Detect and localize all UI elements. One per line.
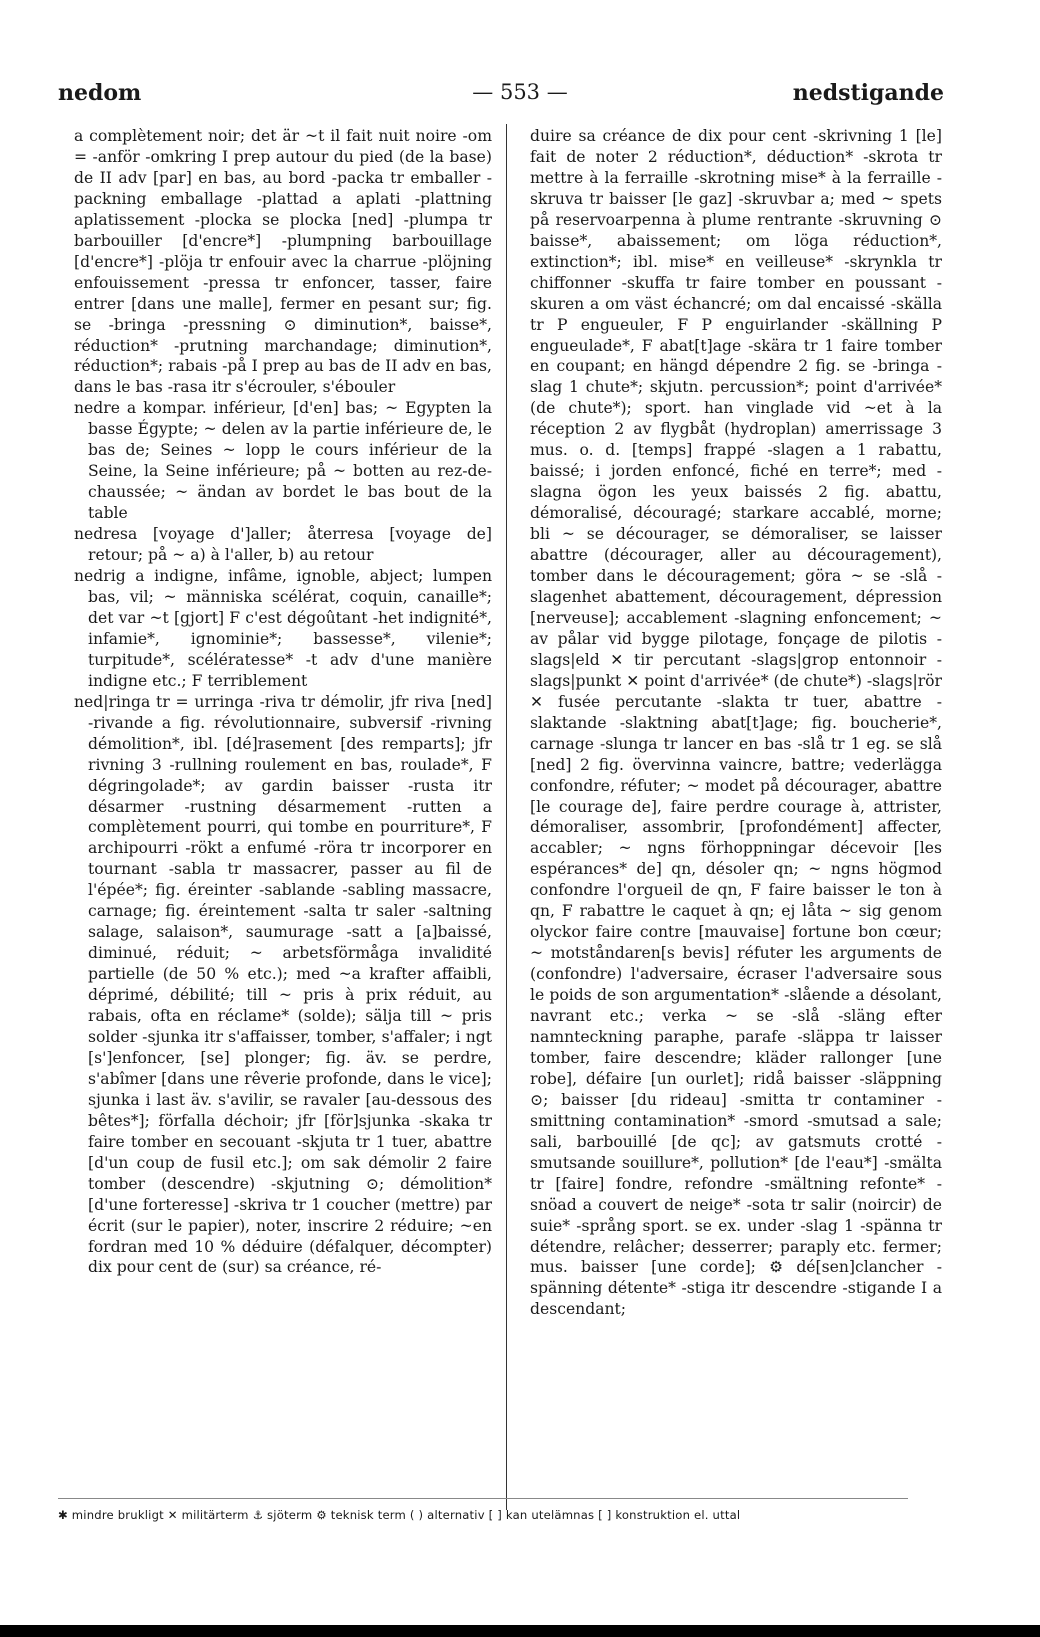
page-number: — 553 — (472, 80, 568, 104)
dictionary-entry: nedrig a indigne, infâme, ignoble, abject; lumpen bas, vil; ~ människa scélérat, coquin, canaille*; det var ~t [gjort] F c'est dégoûtant -het indignité*, infamie*, ignominie*; bassesse*, vilenie*; turpitude*, scélératesse* -t adv d'une manière indigne etc.; F terriblement (74, 567, 492, 690)
dictionary-entry: duire sa créance de dix pour cent -skrivning 1 [le] fait de noter 2 réduction*, déduction* -skrota tr mettre à la ferraille -skrotning mise* à la ferraille -skruva tr baisser [le gaz] -skruvbar a; med ~ spets på reservoarpenna à plume rentrante -skruvning ⊙ baisse*, abaissement; om löga réduction*, extinction*; ibl. mise* en veilleuse* -skrynkla tr chiffonner -skuffa tr faire tomber en poussant -skuren a om väst échancré; om dal encaissé -skälla tr P engueuler, F P enguirlander -skällning P engueulade*, F abat[t]age -skära tr 1 faire tomber en coupant; en hängd dépendre 2 fig. se -bringa -slag 1 chute*; skjutn. percussion*; point d'arrivée* (de chute*); sport. han vinglade vid ~et à la réception 2 av flygbåt (hydroplan) amerrissage 3 mus. o. d. [temps] frappé -slagen a 1 rabattu, baissé; i jorden enfoncé, fiché en terre*; med -slagna ögon les yeux baissés 2 fig. abattu, démoralisé, découragé; starkare accablé, morne; bli ~ se décourager, se démoraliser, se laisser abattre (décourager, aller au découragement), tomber dans le découragement; göra ~ se -slå -slagenhet abattement, découragement, dépression [nerveuse]; accablement -slagning enfoncement; ~ av pålar vid bygge pilotage, fonçage de pilotis -slags|eld ✕ tir percutant -slags|grop entonnoir -slags|punkt ✕ point d'arrivée* (de chute*) -slags|rör ✕ fusée percutante -slakta tr tuer, abattre -slaktande -slaktning abat[t]age; fig. boucherie*, carnage -slunga tr lancer en bas -slå tr 1 eg. se slå [ned] 2 fig. övervinna vaincre, battre; vederlägga confondre, réfuter; ~ modet på décourager, abattre [le courage de], faire perdre courage à, attrister, démoraliser, assombrir, [profondément] affecter, accabler; ~ ngns förhoppningar décevoir [les espérances* de] qn, désoler qn; ~ ngns högmod confondre l'orgueil de qn, F faire baisser le ton à qn, F rabattre le caquet à qn; ej låta ~ sig genom olyckor faire contre [mauvaise] fortune bon cœur; ~ motståndaren[s bevis] réfuter les arguments de (confondre) l'adversaire, écraser l'adversaire sous le poids de son argumentation* -slående a désolant, navrant etc.; verka ~ se -slå -släng efter namnteckning paraphe, parafe -släppa tr laisser tomber, faire descendre; kläder rallonger [une robe], défaire [un ourlet]; ridå baisser -släppning ⊙; baisser [du rideau] -smitta tr contaminer -smittning contamination* -smord -smutsad a sale; sali, barbouillé [de qc]; av gatsmuts crotté -smutsande souillure*, pollution* [de l'eau*] -smälta tr [faire] fondre, refondre -smältning refonte* -snöad a couvert de neige* -sota tr salir (noircir) de suie* -språng sport. se ex. under -slag 1 -spänna tr détendre, relâcher; desserrer; paraply etc. fermer; mus. baisser [une corde]; ⚙ dé[sen]clancher -spänning détente* -stiga itr descendre -stigande I a descendant; (530, 127, 942, 1319)
header-left-word: nedom (58, 80, 142, 106)
dictionary-entry: nedresa [voyage d']aller; återresa [voyage de] retour; på ~ a) à l'aller, b) au retour (74, 525, 492, 565)
dictionary-entry: a complètement noir; det är ~t il fait nuit noire -om = -anför -omkring I prep autour du pied (de la base) de II adv [par] en bas, au bord -packa tr emballer -packning emballage -plattad a aplati -plattning aplatissement -plocka se plocka [ned] -plumpa tr barbouiller [d'encre*] -plumpning barbouillage [d'encre*] -plöja tr enfouir avec la charrue -plöjning enfouissement -pressa tr enfoncer, tasser, faire entrer [dans une malle], fermer en pesant sur; fig. se -bringa -pressning ⊙ diminution*, baisse*, réduction* -prutning marchandage; diminution*, réduction*; rabais -på I prep au bas de II adv en bas, dans le bas -rasa itr s'écrouler, s'ébouler (74, 127, 492, 397)
abbreviation-legend: ✱ mindre brukligt ✕ militärterm ⚓ sjöterm ⚙ teknisk term ( ) alternativ [ ] kan utelämnas [ ] konstruktion el. uttal (58, 1508, 741, 1522)
dictionary-entry: nedre a kompar. inférieur, [d'en] bas; ~ Egypten la basse Égypte; ~ delen av la partie inférieure de, le bas de; Seines ~ lopp le cours inférieur de la Seine, la Seine inférieure; på ~ botten au rez-de-chaussée; ~ ändan av bordet le bas bout de la table (74, 399, 492, 523)
scan-edge (0, 1625, 1040, 1637)
footer-divider (58, 1498, 908, 1499)
right-column (530, 126, 942, 1498)
header-right-word: nedstigande (792, 80, 944, 106)
left-column (74, 126, 492, 1498)
dictionary-entry: ned|ringa tr = urringa -riva tr démolir, jfr riva [ned] -rivande a fig. révolutionnaire, subversif -rivning démolition*, ibl. [dé]rasement [des remparts]; jfr rivning 3 -rullning roulement en bas, roulade*, F dégringolade*; av gardin baisser -rusta itr désarmer -rustning désarmement -rutten a complètement pourri, qui tombe en pourriture*, F archipourri -rökt a enfumé -röra tr incorporer en tournant -sabla tr massacrer, passer au fil de l'épée*; fig. éreinter -sablande -sabling massacre, carnage; fig. éreintement -salta tr saler -saltning salage, salaison*, saumurage -satt a [a]baissé, diminué, réduit; ~ arbetsförmåga invalidité partielle (de 50 % etc.); med ~a krafter affaibli, déprimé, débilité; till ~ pris à prix réduit, au rabais, ofta en réclame* (solde); sälja till ~ pris solder -sjunka itr s'affaisser, tomber, s'affaler; i ngt [s']enfoncer, [se] plonger; fig. äv. se perdre, s'abîmer [dans une rêverie profonde, dans le vice]; sjunka i last äv. s'avilir, se ravaler [au-dessous des bêtes*]; förfalla déchoir; jfr [för]sjunka -skaka tr faire tomber en secouant -skjuta tr 1 tuer, abattre [d'un coup de fusil etc.]; om sak démolir 2 faire tomber (descendre) -skjutning ⊙; démolition* [d'une forteresse] -skriva tr 1 coucher (mettre) par écrit (sur le papier), noter, inscrire 2 réduire; ~en fordran med 10 % déduire (défalquer, décompter) dix pour cent de (sur) sa créance, ré- (74, 692, 492, 1277)
column-divider (506, 124, 507, 1510)
